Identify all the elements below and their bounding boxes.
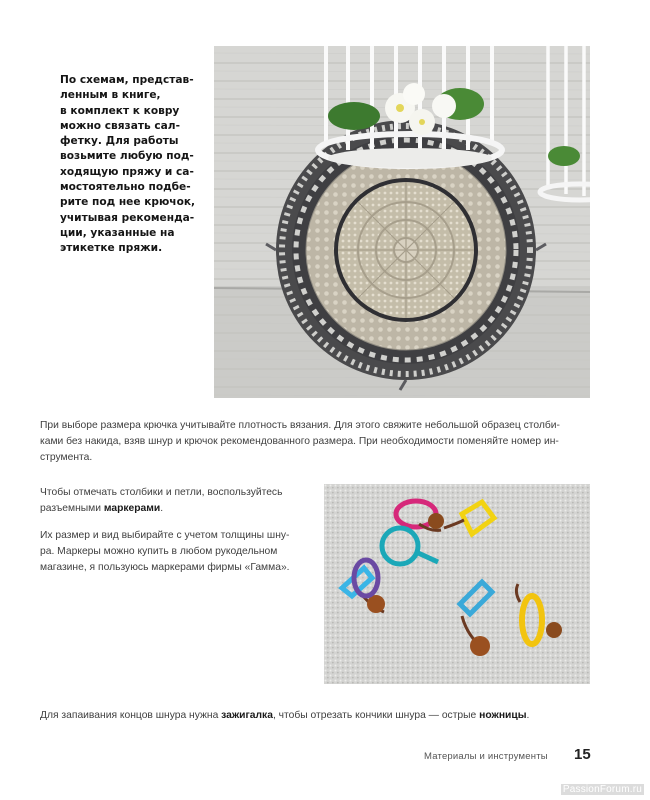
markers-term: маркерами xyxy=(103,503,161,515)
paragraph-text: Для запаивания концов шнура нужна xyxy=(40,710,222,721)
intro-line: в комплект к ковру xyxy=(60,104,180,117)
lighter-term: зажигалка xyxy=(221,710,273,721)
watermark: PassionForum.ru xyxy=(562,784,642,795)
intro-line: учитывая рекоменда- xyxy=(60,211,195,224)
doily-illustration xyxy=(214,46,590,398)
intro-line: возьмите любую под- xyxy=(60,150,194,163)
intro-line: мостоятельно подбе- xyxy=(60,181,191,194)
paragraph-line: магазине, я пользуюсь маркерами фирмы «Гамма». xyxy=(40,562,290,574)
paragraph-line: При выборе размера крючка учитывайте плотность вязания. Для этого свяжите небольшой образец столби- xyxy=(40,420,560,431)
paragraph-line xyxy=(40,501,310,517)
intro-line: фетку. Для работы xyxy=(60,135,179,148)
paragraph-text: , чтобы отрезать кончики шнура — острые xyxy=(272,710,480,721)
markers-photo xyxy=(324,484,590,684)
page-number: 15 xyxy=(574,746,591,763)
doily-photo xyxy=(214,46,590,398)
paragraph-line: струмента. xyxy=(40,452,93,464)
intro-line: можно связать сал- xyxy=(60,119,180,132)
paragraph-text: . xyxy=(526,710,530,721)
tools-paragraph xyxy=(40,708,620,724)
paragraph-line xyxy=(40,708,620,724)
markers-paragraph xyxy=(40,485,310,517)
paragraph-line: Их размер и вид выбирайте с учетом толщины шну- xyxy=(40,530,290,541)
intro-text xyxy=(60,73,210,257)
intro-line: ходящую пряжу и са- xyxy=(60,165,194,178)
intro-line: этикетке пряжи. xyxy=(60,242,163,255)
intro-line: ленным в книге, xyxy=(60,89,161,102)
markers-illustration xyxy=(324,484,590,684)
intro-line: рите под нее крючок, xyxy=(60,196,196,209)
paragraph-text: разъемными xyxy=(40,503,104,515)
paragraph-text: . xyxy=(160,503,164,515)
paragraph-line: Чтобы отмечать столбики и петли, воспользуйтесь xyxy=(40,487,283,498)
scissors-term: ножницы xyxy=(479,710,527,721)
lantern-right xyxy=(540,46,590,200)
paragraph-line: ками без накида, взяв шнур и крючок рекомендованного размера. При необходимости поменяйте номер ин- xyxy=(40,436,559,448)
intro-line: По схемам, представ- xyxy=(60,74,194,86)
footer-section-title: Материалы и инструменты xyxy=(424,751,548,762)
hook-size-paragraph xyxy=(40,418,610,467)
paragraph-line: ра. Маркеры можно купить в любом рукодельном xyxy=(40,546,278,558)
markers-choice-paragraph xyxy=(40,528,310,577)
intro-line: ции, указанные на xyxy=(60,226,175,239)
